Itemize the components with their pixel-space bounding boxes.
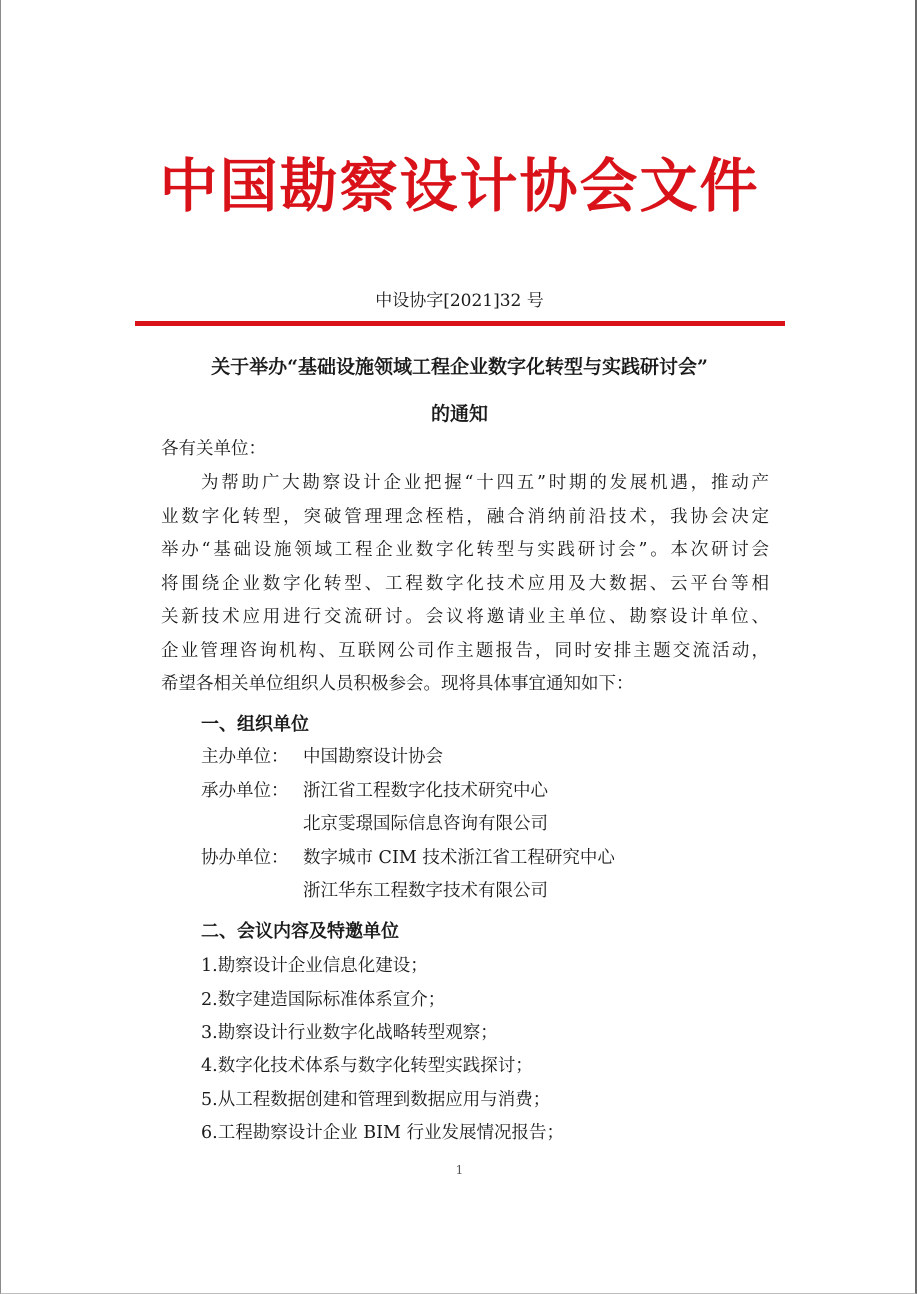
intro-line: 希望各相关单位组织人员积极参会。现将具体事宜通知如下：	[161, 674, 634, 694]
list-item: 4.数字化技术体系与数字化转型实践探讨；	[201, 1056, 533, 1076]
intro-line: 将围绕企业数字化转型、工程数字化技术应用及大数据、云平台等相	[161, 574, 769, 594]
section2-heading: 二、会议内容及特邀单位	[201, 921, 399, 942]
co-organizer-label: 协办单位：	[201, 848, 289, 868]
co-organizer-value: 数字城市 CIM 技术浙江省工程研究中心	[303, 848, 615, 868]
salutation: 各有关单位：	[161, 439, 266, 459]
list-item: 3.勘察设计行业数字化战略转型观察；	[201, 1023, 498, 1043]
host-label: 主办单位：	[201, 747, 289, 767]
letterhead-title: 中国勘察设计协会文件	[159, 152, 760, 220]
organizer-value: 北京雯璟国际信息咨询有限公司	[303, 814, 548, 834]
notice-title-line2: 的通知	[430, 403, 488, 425]
list-item: 5.从工程数据创建和管理到数据应用与消费；	[201, 1090, 551, 1110]
notice-title-line1: 关于举办“基础设施领域工程企业数字化转型与实践研讨会”	[211, 356, 708, 378]
co-organizer-value: 浙江华东工程数字技术有限公司	[303, 881, 548, 901]
organizer-value: 浙江省工程数字化技术研究中心	[303, 781, 548, 801]
list-item: 2.数字建造国际标准体系宣介；	[201, 990, 446, 1010]
intro-line: 业数字化转型，突破管理理念桎梏，融合消纳前沿技术，我协会决定	[161, 507, 769, 527]
intro-line: 为帮助广大勘察设计企业把握“十四五”时期的发展机遇，推动产	[201, 473, 769, 493]
red-rule	[135, 321, 785, 326]
intro-line: 举办“基础设施领域工程企业数字化转型与实践研讨会”。本次研讨会	[161, 540, 769, 560]
intro-line: 关新技术应用进行交流研讨。会议将邀请业主单位、勘察设计单位、	[161, 607, 769, 627]
page-number: 1	[455, 1163, 464, 1177]
host-value: 中国勘察设计协会	[303, 747, 443, 767]
intro-line: 企业管理咨询机构、互联网公司作主题报告，同时安排主题交流活动，	[161, 641, 769, 661]
section1-heading: 一、组织单位	[201, 714, 309, 735]
list-item: 6.工程勘察设计企业 BIM 行业发展情况报告；	[201, 1123, 565, 1143]
organizer-label: 承办单位：	[201, 781, 289, 801]
list-item: 1.勘察设计企业信息化建设；	[201, 956, 428, 976]
document-number: 中设协字[2021]32 号	[375, 291, 544, 311]
